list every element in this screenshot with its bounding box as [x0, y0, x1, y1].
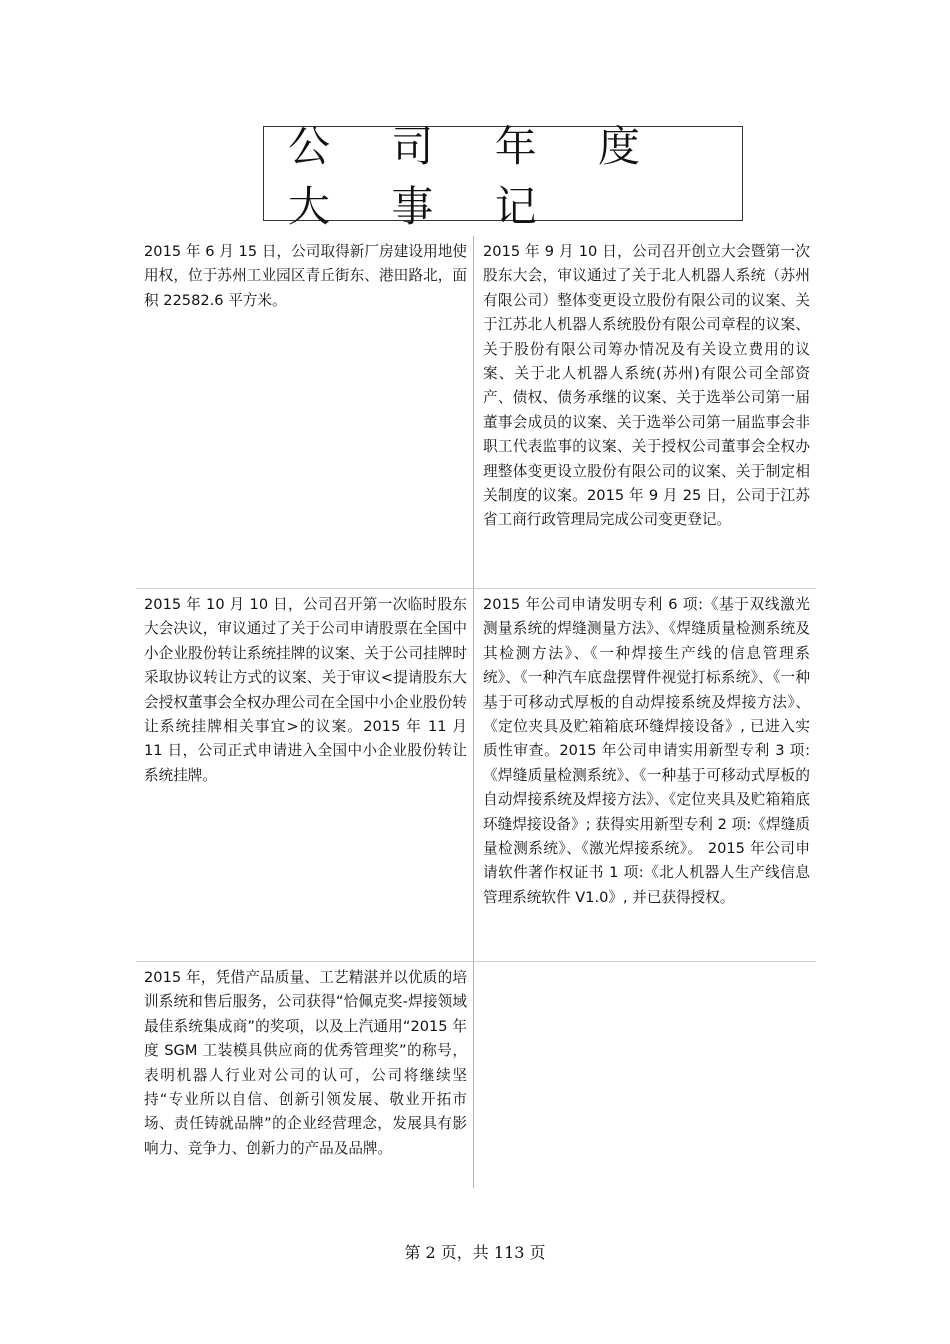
event-cell: 2015 年 9 月 10 日，公司召开创立大会暨第一次股东大会，审议通过了关于北人机器人系统（苏州有限公司）整体变更设立股份有限公司的议案、关于江苏北人机器人系统股份有限公司章程的议案、关于股份有限公司筹办情况及有关设立费用的议案、关于北人机器人系统(苏州)有限公司全部资产、债权、债务承继的议案、关于选举公司第一届董事会成员的议案、关于选举公司第一届监事会非职工代表监事的议案、关于授权公司董事会全权办理整体变更设立股份有限公司的议案、关于制定相关制度的议案。2015 年 9 月 25 日，公司于江苏省工商行政管理局完成公司变更登记。: [483, 243, 810, 529]
page-title: 公 司 年 度 大 事 记: [288, 121, 665, 231]
title-box: [263, 121, 743, 231]
event-cell: 2015 年 6 月 15 日，公司取得新厂房建设用地使用权，位于苏州工业园区青丘街东、港田路北，面积 22582.6 平方米。: [136, 236, 474, 588]
event-cell: 2015 年，凭借产品质量、工艺精湛并以优质的培训系统和售后服务，公司获得“恰佩克奖-焊接领域最佳系统集成商”的奖项，以及上汽通用“2015 年度 SGM 工装模具供应商的优秀管理奖”的称号，表明机器人行业对公司的认可，公司将继续坚持“专业所以自信、创新引领发展、敬业开拓市场、责任铸就品牌”的企业经营理念，发展具有影响力、竞争力、创新力的产品及品牌。: [136, 962, 474, 1188]
event-cell: [474, 962, 816, 1188]
page-footer: 第 2 页，共 113 页: [404, 1243, 546, 1262]
event-cell: 2015 年公司申请发明专利 6 项:《基于双线激光测量系统的焊缝测量方法》、《焊缝质量检测系统及其检测方法》、《一种焊接生产线的信息管理系统》、《一种汽车底盘摆臂件视觉打标系统》、《一种基于可移动式厚板的自动焊接系统及焊接方法》、《定位夹具及贮箱箱底环缝焊接设备》, 已进入实质性审查。2015 年公司申请实用新型专利 3 项:《焊缝质量检测系统》、《一种基于可移动式厚板的自动焊接系统及焊接方法》、《定位夹具及贮箱箱底环缝焊接设备》; 获得实用新型专利 2 项:《焊缝质量检测系统》、《激光焊接系统》。 2015 年公司申请软件著作权证书 1 项:《北人机器人生产线信息管理系统软件 V1.0》, 并已获得授权。: [483, 596, 810, 906]
event-cell: 2015 年 10 月 10 日，公司召开第一次临时股东大会决议，审议通过了关于公司申请股票在全国中小企业股份转让系统挂牌的议案、关于公司挂牌时采取协议转让方式的议案、关于审议<提请股东大会授权董事会全权办理公司在全国中小企业股份转让系统挂牌相关事宜>的议案。2015 年 11 月 11 日，公司正式申请进入全国中小企业股份转让系统挂牌。: [136, 589, 474, 961]
events-table: [136, 236, 816, 1188]
